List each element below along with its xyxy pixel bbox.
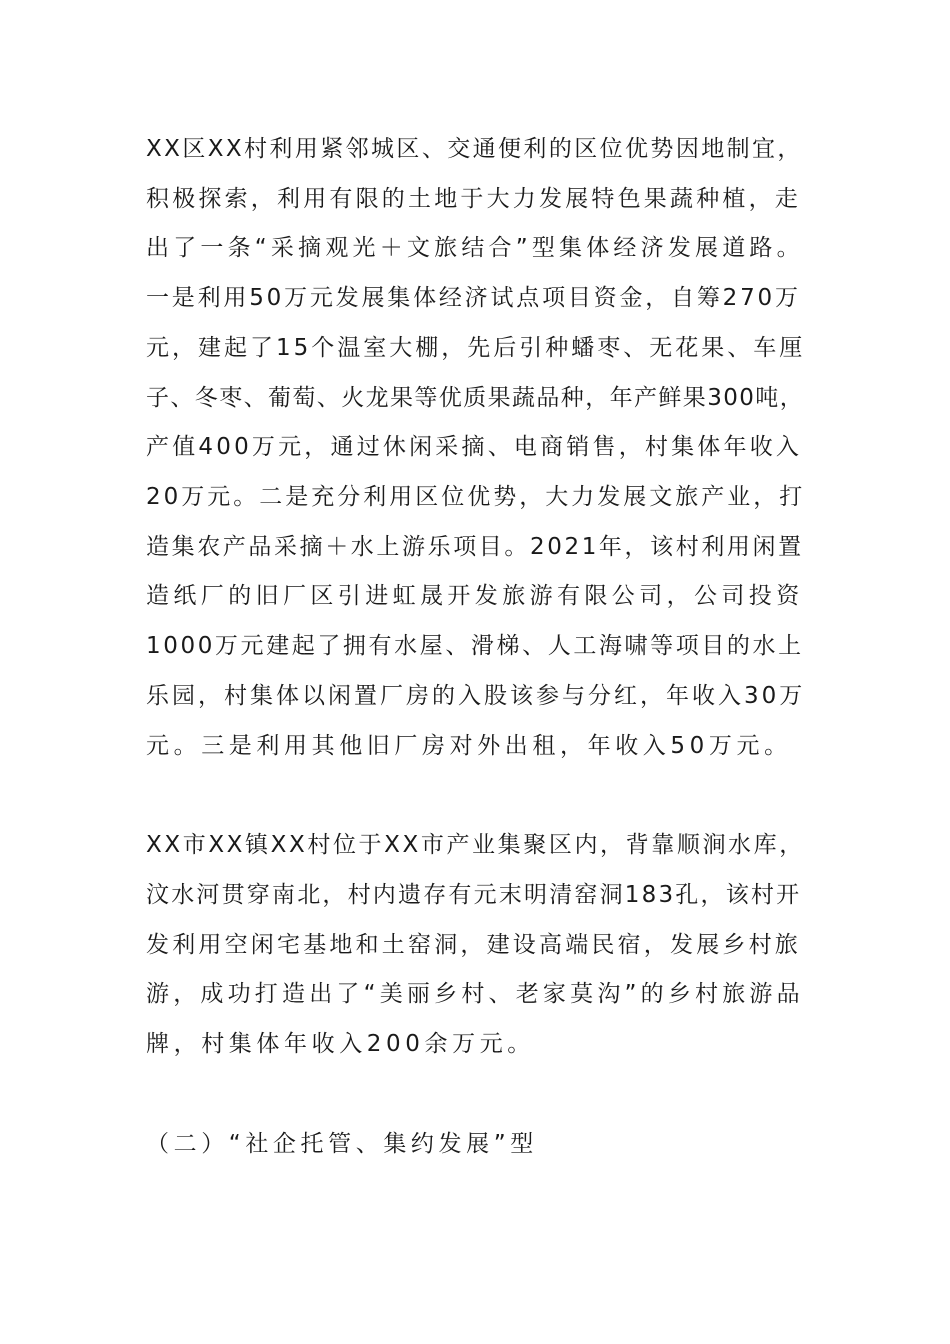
paragraph-line: 游，成功打造出了“美丽乡村、老家莫沟”的乡村旅游品 (146, 981, 804, 1007)
paragraph-line: 子、冬枣、葡萄、火龙果等优质果蔬品种，年产鲜果300吨， (146, 385, 805, 411)
paragraph-line: 造纸厂的旧厂区引进虹晟开发旅游有限公司，公司投资 (146, 583, 804, 609)
paragraph-line: 积极探索，利用有限的土地于大力发展特色果蔬种植，走 (146, 186, 801, 212)
paragraph-line: 出了一条“采摘观光＋文旅结合”型集体经济发展道路。 (146, 235, 804, 261)
paragraph-line: 元，建起了15个温室大棚，先后引种蟠枣、无花果、车厘 (146, 335, 806, 361)
paragraph-line: 乐园，村集体以闲置厂房的入股该参与分红，年收入30万 (146, 683, 806, 709)
paragraph-line: 一是利用50万元发展集体经济试点项目资金，自筹270万 (146, 285, 801, 311)
paragraph-line: 产值400万元，通过休闲采摘、电商销售，村集体年收入 (146, 434, 803, 460)
section-heading: （二）“社企托管、集约发展”型 (146, 1131, 538, 1157)
paragraph-line: 1000万元建起了拥有水屋、滑梯、人工海啸等项目的水上 (146, 633, 804, 659)
paragraph-line: 元。三是利用其他旧厂房对外出租，年收入50万元。 (146, 733, 792, 759)
paragraph-line: 造集农产品采摘＋水上游乐项目。2021年，该村利用闲置 (146, 534, 804, 560)
paragraph-line: 发利用空闲宅基地和土窑洞，建设高端民宿，发展乡村旅 (146, 932, 801, 958)
paragraph-line: 汶水河贯穿南北，村内遗存有元末明清窑洞183孔，该村开 (146, 882, 802, 908)
paragraph-line: 牌，村集体年收入200余万元。 (146, 1031, 535, 1057)
paragraph-line: 20万元。二是充分利用区位优势，大力发展文旅产业，打 (146, 484, 806, 510)
paragraph-line: XX市XX镇XX村位于XX市产业集聚区内，背靠顺涧水库， (146, 832, 805, 858)
paragraph-line: XX区XX村利用紧邻城区、交通便利的区位优势因地制宜， (146, 136, 803, 162)
